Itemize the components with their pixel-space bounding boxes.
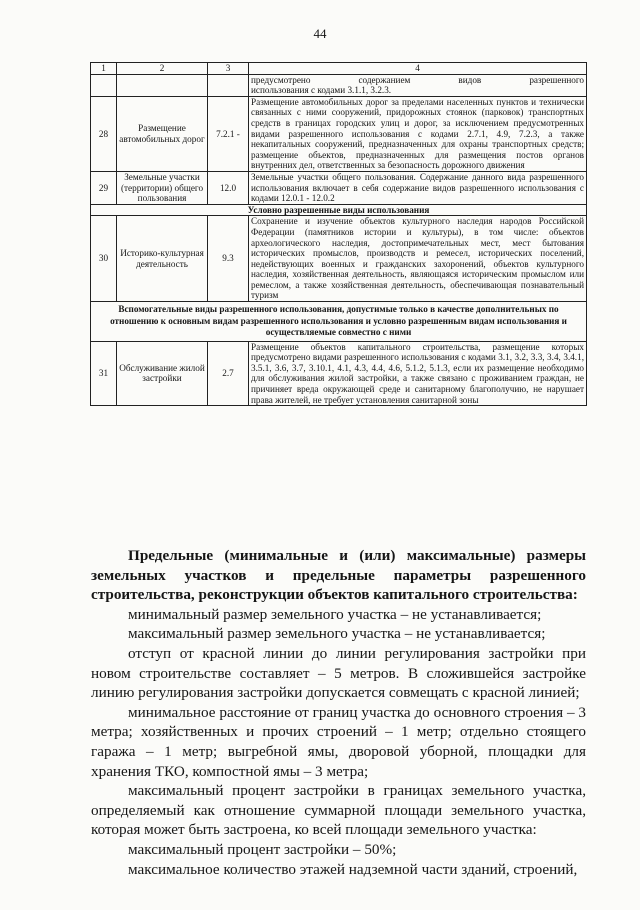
row-code: 9.3 <box>208 216 249 302</box>
row-description: Размещение автомобильных дорог за пределами населенных пунктов и технически связанных с ними сооружений, придорожных стоянок (парковок) транспортных средств в границах городских улиц и дорог, за исключением предусмотренных видами разрешенного использования с кодами 2.7.1, 4.9, 7.2.3, а также некапитальных сооружений, предназначенных для охраны транспортных средств; размещение объектов, предназначенных для размещения постов органов внутренних дел, ответственных за безопасность дорожного движения <box>249 96 587 171</box>
row-name: Историко-культурная деятельность <box>117 216 208 302</box>
column-header: 3 <box>208 63 249 75</box>
paragraph: максимальный процент застройки – 50%; <box>128 840 397 858</box>
section-heading: Предельные (минимальные и (или) максимальные) размеры земельных участков и предельные параметры разрешенного строительства, реконструкции объектов капитального строительства: <box>91 547 586 604</box>
column-header: 1 <box>91 63 117 75</box>
table-row <box>91 74 587 96</box>
row-code: 2.7 <box>208 341 249 406</box>
land-use-table <box>90 62 587 406</box>
table-row <box>91 96 587 171</box>
table-row <box>91 171 587 204</box>
paragraph: максимальное количество этажей надземной части зданий, строений, <box>128 860 578 878</box>
table-header-row <box>91 63 587 75</box>
row-description: Сохранение и изучение объектов культурного наследия народов Российской Федерации (памятников истории и культуры), в том числе: объектов археологического наследия, достопримечательных мест, мест бытования исторических промыслов, производств и ремесел, исторических поселений, недействующих военных и гражданских захоронений, объектов культурного наследия, хозяйственная деятельность, являющаяся историческим промыслом или ремеслом, а также хозяйственная деятельность, обеспечивающая познавательный туризм <box>249 216 587 302</box>
page-number: 44 <box>313 26 327 41</box>
section-row <box>91 204 587 216</box>
regulation-text <box>91 546 586 879</box>
row-number: 30 <box>91 216 117 302</box>
row-code: 7.2.1 - <box>208 96 249 171</box>
paragraph: максимальный процент застройки в границах земельного участка, определяемый как отношение суммарной площади земельного участка, которая может быть застроена, ко всей площади земельного участка: <box>91 782 586 839</box>
row-name: Обслуживание жилой застройки <box>117 341 208 406</box>
row-name: Размещение автомобильных дорог <box>117 96 208 171</box>
row-number: 29 <box>91 171 117 204</box>
section-title-conditional: Условно разрешенные виды использования <box>91 204 587 216</box>
paragraph: минимальное расстояние от границ участка до основного строения – 3 метра; хозяйственных и прочих строений – 1 метр; отдельно стоящего гаража – 1 метр; выгребной ямы, дворовой уборной, площадки для хранения ТКО, компостной ямы – 3 метра; <box>91 703 586 780</box>
paragraph: отступ от красной линии до линии регулирования застройки при новом строительстве составляет – 5 метров. В сложившейся застройке линию регулирования застройки допускается совмещать с красной линией; <box>91 644 586 702</box>
description-line: использования с кодами 3.1.1, 3.2.3. <box>251 85 392 96</box>
section-title-auxiliary: Вспомогательные виды разрешенного использования, допустимые только в качестве дополнительных по отношению к основным видам разрешенного использования и условно разрешенным видам использования и осуществляемые совместно с ними <box>91 302 587 342</box>
column-header: 2 <box>117 63 208 75</box>
row-name: Земельные участки (территории) общего пользования <box>117 171 208 204</box>
row-number: 28 <box>91 96 117 171</box>
description-line: предусмотрено содержанием видов разрешенного <box>251 74 584 85</box>
paragraph: минимальный размер земельного участка – не устанавливается; <box>128 605 542 623</box>
table-row <box>91 341 587 406</box>
section-row <box>91 302 587 342</box>
paragraph: максимальный размер земельного участка – не устанавливается; <box>128 625 546 643</box>
column-header: 4 <box>249 63 587 75</box>
row-description: Земельные участки общего пользования. Содержание данного вида разрешенного использования включает в себя содержание видов разрешенного использования с кодами 12.0.1 - 12.0.2 <box>249 171 587 204</box>
row-code: 12.0 <box>208 171 249 204</box>
row-description: Размещение объектов капитального строительства, размещение которых предусмотрено видами разрешенного использования с кодами 3.1, 3.2, 3.3, 3.4, 3.4.1, 3.5.1, 3.6, 3.7, 3.10.1, 4.1, 4.3, 4.4, 4.6, 5.1.2, 5.1.3, если их размещение необходимо для обслуживания жилой застройки, а также связано с проживанием граждан, не причиняет вреда окружающей среде и санитарному благополучию, не нарушает права жителей, не требует установления санитарной зоны <box>249 341 587 406</box>
row-description <box>249 74 587 96</box>
table-row <box>91 216 587 302</box>
row-number: 31 <box>91 341 117 406</box>
